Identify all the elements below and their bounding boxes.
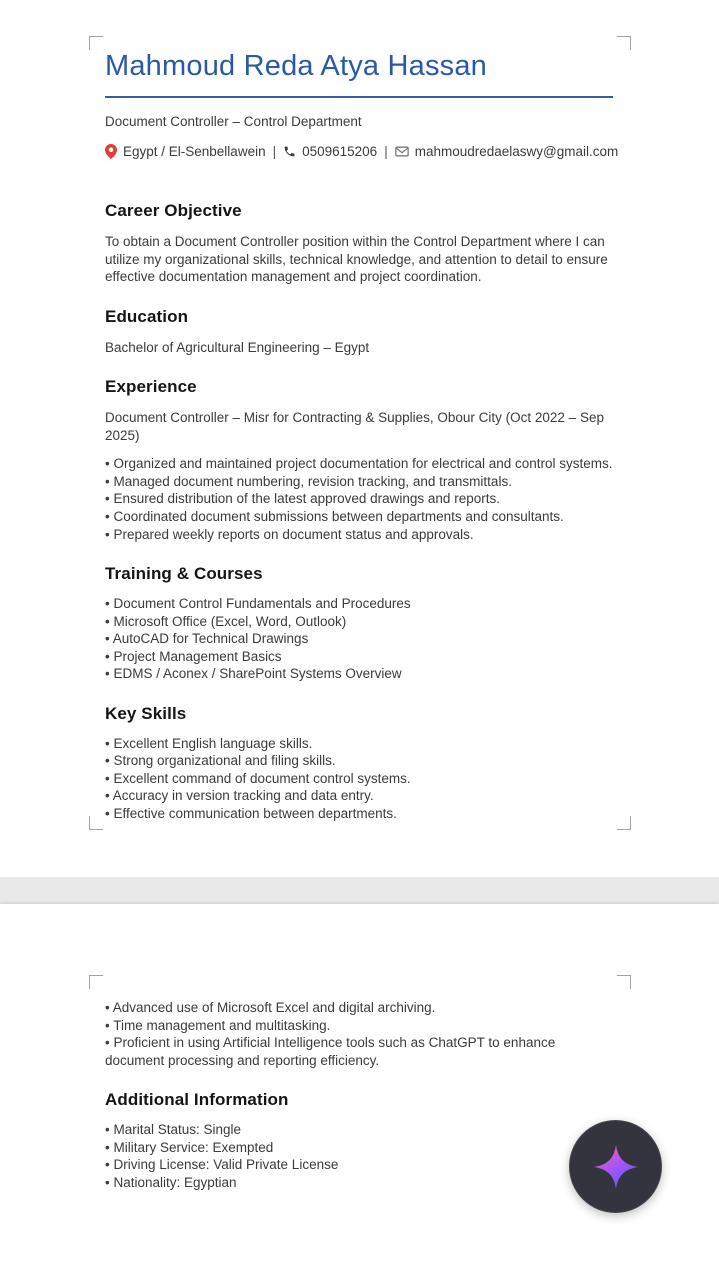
ai-assistant-button[interactable] xyxy=(569,1120,662,1213)
contact-location: Egypt / El-Senbellawein xyxy=(123,143,266,159)
bullet-item: • Military Service: Exempted xyxy=(105,1139,613,1157)
margin-corner-mark xyxy=(617,816,631,830)
section-heading-career-objective: Career Objective xyxy=(105,201,242,221)
bullet-item: • AutoCAD for Technical Drawings xyxy=(105,630,613,648)
contact-separator: | xyxy=(384,143,388,159)
envelope-icon xyxy=(395,146,409,157)
margin-corner-mark xyxy=(89,816,103,830)
margin-corner-mark xyxy=(89,975,103,989)
bullet-item: • Nationality: Egyptian xyxy=(105,1174,613,1192)
ai-sparkle-icon xyxy=(592,1143,640,1191)
experience-role: Document Controller – Misr for Contracting & Supplies, Obour City (Oct 2022 – Sep 2025) xyxy=(105,410,604,443)
location-pin-icon xyxy=(105,144,117,159)
bullet-item: • Time management and multitasking. xyxy=(105,1017,613,1035)
career-objective-text: To obtain a Document Controller position within the Control Department where I can utilize my organizational skills, technical knowledge, and attention to detail to ensure effective documentation management and project coordination. xyxy=(105,234,608,285)
margin-corner-mark xyxy=(89,36,103,50)
bullet-item: • Proficient in using Artificial Intelligence tools such as ChatGPT to enhance document processing and reporting efficiency. xyxy=(105,1034,613,1069)
bullet-item: • Microsoft Office (Excel, Word, Outlook) xyxy=(105,613,613,631)
section-heading-experience: Experience xyxy=(105,377,197,397)
training-bullets xyxy=(105,595,613,683)
bullet-item: • Project Management Basics xyxy=(105,648,613,666)
bullet-item: • Effective communication between departments. xyxy=(105,805,613,823)
bullet-item: • Prepared weekly reports on document status and approvals. xyxy=(105,526,613,544)
contact-line xyxy=(105,143,619,161)
key-skills-bullets xyxy=(105,735,613,823)
bullet-item: • Marital Status: Single xyxy=(105,1121,613,1139)
section-heading-additional-information: Additional Information xyxy=(105,1090,289,1110)
bullet-item: • Advanced use of Microsoft Excel and digital archiving. xyxy=(105,999,613,1017)
phone-icon xyxy=(283,145,296,158)
job-title: Document Controller – Control Department xyxy=(105,114,362,129)
experience-bullets xyxy=(105,455,613,543)
bullet-item: • EDMS / Aconex / SharePoint Systems Overview xyxy=(105,665,613,683)
bullet-item: • Strong organizational and filing skills. xyxy=(105,752,613,770)
bullet-item: • Excellent command of document control systems. xyxy=(105,770,613,788)
margin-corner-mark xyxy=(617,975,631,989)
education-text: Bachelor of Agricultural Engineering – Egypt xyxy=(105,339,370,355)
contact-phone: 0509615206 xyxy=(302,143,378,159)
bullet-item: • Organized and maintained project documentation for electrical and control systems. xyxy=(105,455,613,473)
additional-info-bullets xyxy=(105,1121,613,1191)
bullet-item: • Ensured distribution of the latest approved drawings and reports. xyxy=(105,490,613,508)
section-heading-education: Education xyxy=(105,306,189,326)
contact-email: mahmoudredaelaswy@gmail.com xyxy=(414,143,619,159)
resume-name: Mahmoud Reda Atya Hassan xyxy=(105,50,613,98)
section-heading-key-skills: Key Skills xyxy=(105,703,187,723)
section-heading-training: Training & Courses xyxy=(105,564,263,584)
page-separator xyxy=(0,877,719,904)
bullet-item: • Managed document numbering, revision tracking, and transmittals. xyxy=(105,473,613,491)
margin-corner-mark xyxy=(617,36,631,50)
bullet-item: • Driving License: Valid Private License xyxy=(105,1156,613,1174)
key-skills-continued-bullets xyxy=(105,999,613,1069)
bullet-item: • Coordinated document submissions between departments and consultants. xyxy=(105,508,613,526)
bullet-item: • Accuracy in version tracking and data entry. xyxy=(105,787,613,805)
bullet-item: • Document Control Fundamentals and Procedures xyxy=(105,595,613,613)
page-1-content xyxy=(0,50,719,823)
bullet-item: • Excellent English language skills. xyxy=(105,735,613,753)
contact-separator: | xyxy=(272,143,277,159)
